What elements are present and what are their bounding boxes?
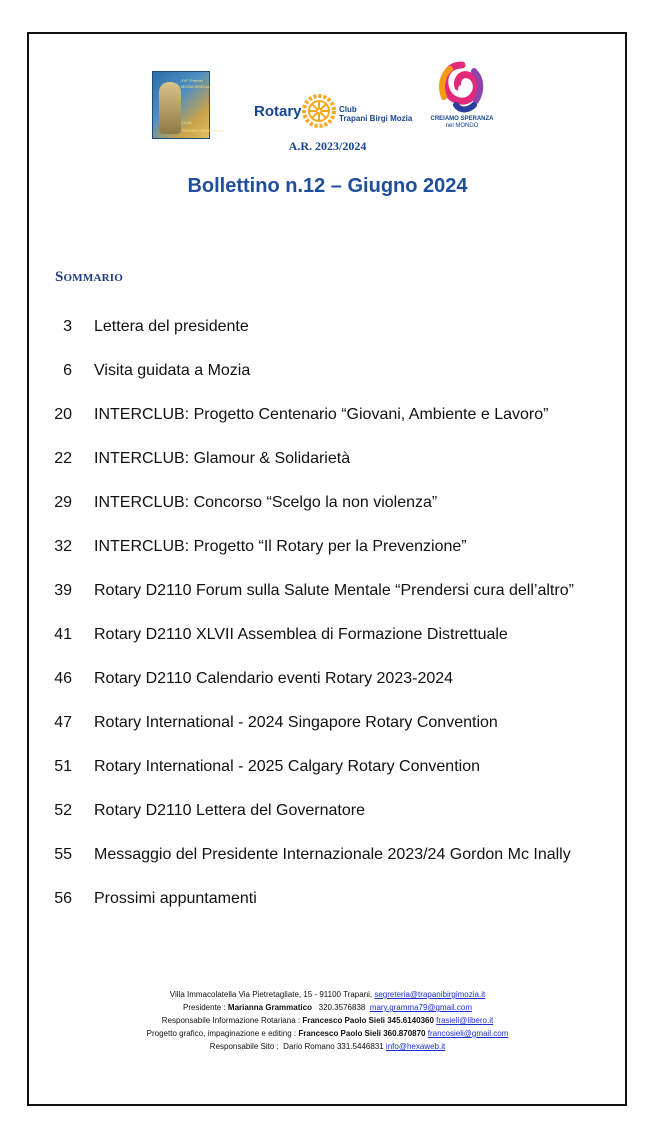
footer-site-line	[0, 1040, 655, 1053]
creiamo-speranza-text: CREIAMO SPERANZA	[430, 116, 494, 122]
president-email-link[interactable]: mary.gramma79@gmail.com	[369, 1003, 472, 1012]
toc-page-number: 20	[54, 406, 72, 423]
rotary-club-logo	[254, 92, 413, 138]
left-logo-line-1: XVI° Premio	[181, 78, 203, 83]
toc-page-number: 47	[54, 714, 72, 731]
toc-entry[interactable]	[0, 318, 655, 342]
toc-page-number: 56	[54, 890, 72, 907]
site-name: Dario Romano 331.5446831	[283, 1042, 386, 1051]
footer-info-line	[0, 1014, 655, 1027]
info-name: Francesco Paolo Sieli 345.6140360	[302, 1016, 437, 1025]
toc-entry[interactable]	[0, 758, 655, 782]
footer-contacts	[0, 988, 655, 1053]
left-logo-line-2: MOZIA SIKELIA	[181, 84, 210, 89]
toc-entry[interactable]	[0, 582, 655, 606]
toc-entry[interactable]	[0, 626, 655, 650]
rotary-year: A.R. 2023/2024	[288, 139, 367, 153]
graphic-label: Progetto grafico, impaginazione e editing :	[146, 1029, 299, 1038]
site-label: Responsabile Sito :	[209, 1042, 284, 1051]
club-name: Trapani Birgi Mozia	[339, 114, 413, 123]
toc-page-number: 39	[54, 582, 72, 599]
secretary-email-link[interactable]: segreteria@trapanibirgimozia.it	[374, 990, 486, 999]
left-logo-line-5: TRAPANI BIRGI MOZIA	[181, 128, 224, 133]
toc-page-number: 32	[54, 538, 72, 555]
creiamo-speranza-logo	[430, 61, 494, 133]
toc-title: Rotary D2110 Forum sulla Salute Mentale “Prendersi cura dell’altro”	[94, 582, 574, 599]
footer-address-line	[0, 988, 655, 1001]
left-logo-line-4: CLUB	[181, 120, 192, 125]
graphic-name: Francesco Paolo Sieli 360.870870	[298, 1029, 428, 1038]
toc-entry[interactable]	[0, 890, 655, 914]
toc-page-number: 46	[54, 670, 72, 687]
toc-title: INTERCLUB: Progetto Centenario “Giovani, Ambiente e Lavoro”	[94, 406, 549, 423]
toc-page-number: 29	[54, 494, 72, 511]
toc-page-number: 6	[63, 362, 72, 379]
sommario-heading: Sommario	[55, 269, 123, 285]
toc-title: Rotary International - 2024 Singapore Rotary Convention	[94, 714, 498, 731]
mozia-statue-logo	[152, 71, 224, 139]
president-phone: 320.3576838	[311, 1003, 370, 1012]
graphic-email-link[interactable]: francosieli@gmail.com	[427, 1029, 509, 1038]
toc-entry[interactable]	[0, 846, 655, 870]
president-label: Presidente :	[183, 1003, 228, 1012]
toc-title: Lettera del presidente	[94, 318, 249, 335]
toc-title: Visita guidata a Mozia	[94, 362, 251, 379]
toc-entry[interactable]	[0, 670, 655, 694]
toc-page-number: 3	[63, 318, 72, 335]
toc-title: Rotary D2110 Lettera del Governatore	[94, 802, 365, 819]
rotary-wordmark: Rotary	[254, 103, 302, 120]
statue-figure	[159, 82, 181, 134]
page-title: Bollettino n.12 – Giugno 2024	[187, 175, 468, 197]
toc-title: Rotary D2110 XLVII Assemblea di Formazione Distrettuale	[94, 626, 508, 643]
rotary-wheel-icon	[301, 93, 337, 129]
toc-entry[interactable]	[0, 802, 655, 826]
club-label: Club	[339, 105, 357, 114]
toc-title: INTERCLUB: Glamour & Solidarietà	[94, 450, 351, 467]
toc-title: Rotary International - 2025 Calgary Rotary Convention	[94, 758, 480, 775]
speranza-swirl-icon	[430, 61, 494, 115]
toc-page-number: 52	[54, 802, 72, 819]
toc-page-number: 55	[54, 846, 72, 863]
toc-title: Messaggio del Presidente Internazionale 2023/24 Gordon Mc Inally	[94, 846, 571, 863]
info-label: Responsabile Informazione Rotariana :	[161, 1016, 303, 1025]
info-email-link[interactable]: frasieli@libero.it	[436, 1016, 494, 1025]
toc-entry[interactable]	[0, 406, 655, 430]
toc-title: INTERCLUB: Progetto “Il Rotary per la Prevenzione”	[94, 538, 467, 555]
toc-page-number: 51	[54, 758, 72, 775]
nel-mondo-text: nel MONDO	[445, 123, 479, 129]
site-email-link[interactable]: info@hexaweb.it	[385, 1042, 446, 1051]
toc-page-number: 22	[54, 450, 72, 467]
footer-president-line	[0, 1001, 655, 1014]
toc-entry[interactable]	[0, 714, 655, 738]
toc-entry[interactable]	[0, 362, 655, 386]
toc-title: Prossimi appuntamenti	[94, 890, 257, 907]
footer-address: Villa Immacolatella Via Pietretagliate, 15 - 91100 Trapani,	[169, 990, 375, 999]
footer-graphic-line	[0, 1027, 655, 1040]
president-name: Marianna Grammatico	[227, 1003, 312, 1012]
toc-page-number: 41	[54, 626, 72, 643]
toc-entry[interactable]	[0, 494, 655, 518]
toc-entry[interactable]	[0, 538, 655, 562]
toc-title: Rotary D2110 Calendario eventi Rotary 2023-2024	[94, 670, 454, 687]
toc-entry[interactable]	[0, 450, 655, 474]
toc-title: INTERCLUB: Concorso “Scelgo la non violenza”	[94, 494, 438, 511]
